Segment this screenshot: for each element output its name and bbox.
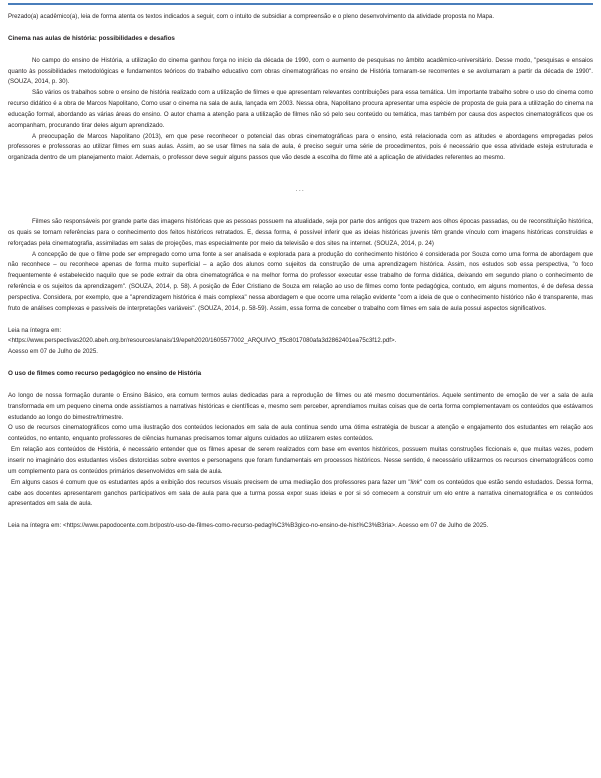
paragraph-text-before: Em alguns casos é comum que os estudantes após a exibição dos recursos visuais precisem de uma mediação dos professores para fazer um ": [11, 478, 411, 486]
document-page: [0, 3, 601, 538]
spacer: [8, 45, 593, 56]
header-accent-rule: [8, 3, 593, 5]
spacer: [8, 358, 593, 369]
paragraph: O uso de recursos cinematográficos como uma ilustração dos conteúdos lecionados em sala de aula continua sendo uma ótima estratégia de buscar a atenção e engajamento dos estudantes em relação aos conteúdos, no entanto, enquanto professores de ciências humanas precisamos tomar alguns cuidados ao utilizarem estes conteúdos.: [8, 424, 593, 443]
spacer: [8, 164, 593, 185]
spacer: [8, 380, 593, 391]
access-date-note: Acesso em 07 de Julho de 2025.: [8, 348, 98, 356]
source-line-papodocente[interactable]: Leia na íntegra em: <https://www.papodocente.com.br/post/o-uso-de-filmes-como-recurso-pedag%C3%B3gico-no-ensino-de-hist%C3%B3ria>. Acesso em 07 de Julho de 2025.: [8, 522, 489, 530]
paragraph-text-after: " com os conteúdos que estão sendo estudados. Dessa forma, cabe aos docentes apresentarem ganchos participativos em sala de aula para que a turma possa expor suas ideias e por si só comecem a construir um elo entre a narrativa cinematográfica e os conteúdos apresentados em sala de aula.: [8, 478, 593, 508]
source-label: Leia na íntegra em:: [8, 326, 62, 334]
source-url[interactable]: <https://www.perspectivas2020.abeh.org.br/resources/anais/19/epeh2020/1605577002_ARQUIVO_ff5c8017080afa3d2862401ea75c3f12.pdf>.: [8, 337, 397, 345]
paragraph: Ao longo de nossa formação durante o Ensino Básico, era comum termos aulas dedicadas para a reprodução de filmes ou até mesmo documentários. Aquele sentimento de emoção de ver a sala de aula transformada em um pequeno cinema onde assistíamos a narrativas históricas e científicas e, mesmo sem perceber, aprendíamos muitas coisas que de certa forma complementavam os conteúdos que estávamos estudando ao longo do bimestre/trimestre.: [8, 391, 593, 421]
paragraph-with-italic: [8, 478, 593, 511]
paragraph: A concepção de que o filme pode ser empregado como uma fonte a ser analisada e explorada para a produção do conhecimento histórico é considerada por Souza como uma forma de abordagem que não reconhece – ou reconhece apenas de forma muito superficial – a ação dos alunos como sujeitos da construção de uma aprendizagem histórica. Assim, nos estudos sob essa perspectiva, "o foco frequentemente é estabelecido naquilo que se pode extrair da obra cinematográfica e na melhor forma do professor executar esse trabalho de forma didática, deixando em segundo plano o conhecimento de referência e os sujeitos da aprendizagem". (SOUZA, 2014, p. 58). A posição de Éder Cristiano de Souza em relação ao uso de filmes como fonte pedagógica, contudo, em alguns momentos, é de defesa dessa perspectiva. Considera, por exemplo, que a "aprendizagem histórica é mais complexa" nessa abordagem e que ocorre uma relação evidente "com a ideia de que o conhecimento histórico não é transparente, mas fruto de análises complexas e passíveis de interpretações variáveis". (SOUZA, 2014, p. 58-59). Assim, essa forma de conceber o trabalho com filmes em sala de aula possui aspectos significativos.: [8, 250, 593, 312]
section-heading-cinema: Cinema nas aulas de história: possibilidades e desafios: [8, 34, 175, 42]
paragraph: Em relação aos conteúdos de História, é necessário entender que os filmes apesar de serem realizados com base em eventos históricos, possuem muitas construções ficcionais e, que muitas vezes, podem inserir no imaginário dos estudantes visões distorcidas sobre eventos e personagens que foram fundamentais em processos históricos. Nesse sentido, é necessário utilizarmos os recursos cinematográficos como um complemento para os conteúdos primários desenvolvidos em sala de aula.: [8, 446, 593, 475]
intro-paragraph: Prezado(a) acadêmico(a), leia de forma atenta os textos indicados a seguir, com o intuito de subsidiar a compreensão e o pleno desenvolvimento da atividade proposta no Mapa.: [8, 13, 495, 20]
spacer: [8, 196, 593, 217]
paragraph: São vários os trabalhos sobre o ensino de história realizado com a utilização de filmes e que apresentam relevantes contribuições para essa temática. Um importante trabalho sobre o uso do cinema como recurso didático é a obra de Marcos Napolitano, Como usar o cinema na sala de aula, lançada em 2003. Nessa obra, Napolitano procura apresentar uma espécie de proposta de guia para a utilização do cinema na educação formal, abordando as várias áreas do ensino. O autor chama a atenção para a utilização de filmes não só pelo seu conteúdo ou temática, mas também por causa dos aspectos cinematográficos que os acompanham, procurando tirar deles algum aprendizado.: [8, 89, 593, 129]
spacer: [8, 23, 593, 34]
paragraph: No campo do ensino de História, a utilização do cinema ganhou força no início da década de 1990, com o aumento de pesquisas no âmbito acadêmico-universitário. Desse modo, "pesquisas e ensaios quanto às possibilidades metodológicas e fundamentos teóricos do trabalho educativo com obras cinematográficas no ensino de História tornaram-se recorrentes e se avolumaram a partir da década de 1990". (SOUZA, 2014, p. 30).: [8, 56, 593, 86]
section-separator-ellipsis: ...: [295, 186, 306, 194]
italic-term-link: link: [410, 478, 420, 486]
spacer: [8, 510, 593, 521]
spacer: [8, 315, 593, 326]
paragraph: Filmes são responsáveis por grande parte das imagens históricas que as pessoas possuem na atualidade, seja por parte dos antigos que trazem aos olhos épocas passadas, ou de reconstituição histórica, os quais se tornam referências para o conhecimento dos feitos históricos retratados. E, dessa forma, é possível inferir que as ideias históricas juvenis têm grande vínculo com imagens históricas construídas e reforçadas pela cinematografia, assimiladas em salas de projeções, mas especialmente por meio da televisão e dos sites na internet. (SOUZA, 2014, p. 24): [8, 217, 593, 247]
paragraph: A preocupação de Marcos Napolitano (2013), em que pese reconhecer o potencial das obras cinematográficas para o ensino, está relacionada com as atitudes e abordagens empregadas pelos professores e professoras ao utilizar filmes em suas aulas. Assim, ao se usar filmes na sala de aula, é preciso seguir uma série de procedimentos, pois é necessário que essa atividade esteja estruturada e organizada dentro de um planejamento maior. Ademais, o professor deve seguir alguns passos que vão desde a escolha do filme até a aplicação de atividades referentes ao mesmo.: [8, 132, 593, 162]
section-heading-uso-de-filmes: O uso de filmes como recurso pedagógico no ensino de História: [8, 370, 202, 378]
